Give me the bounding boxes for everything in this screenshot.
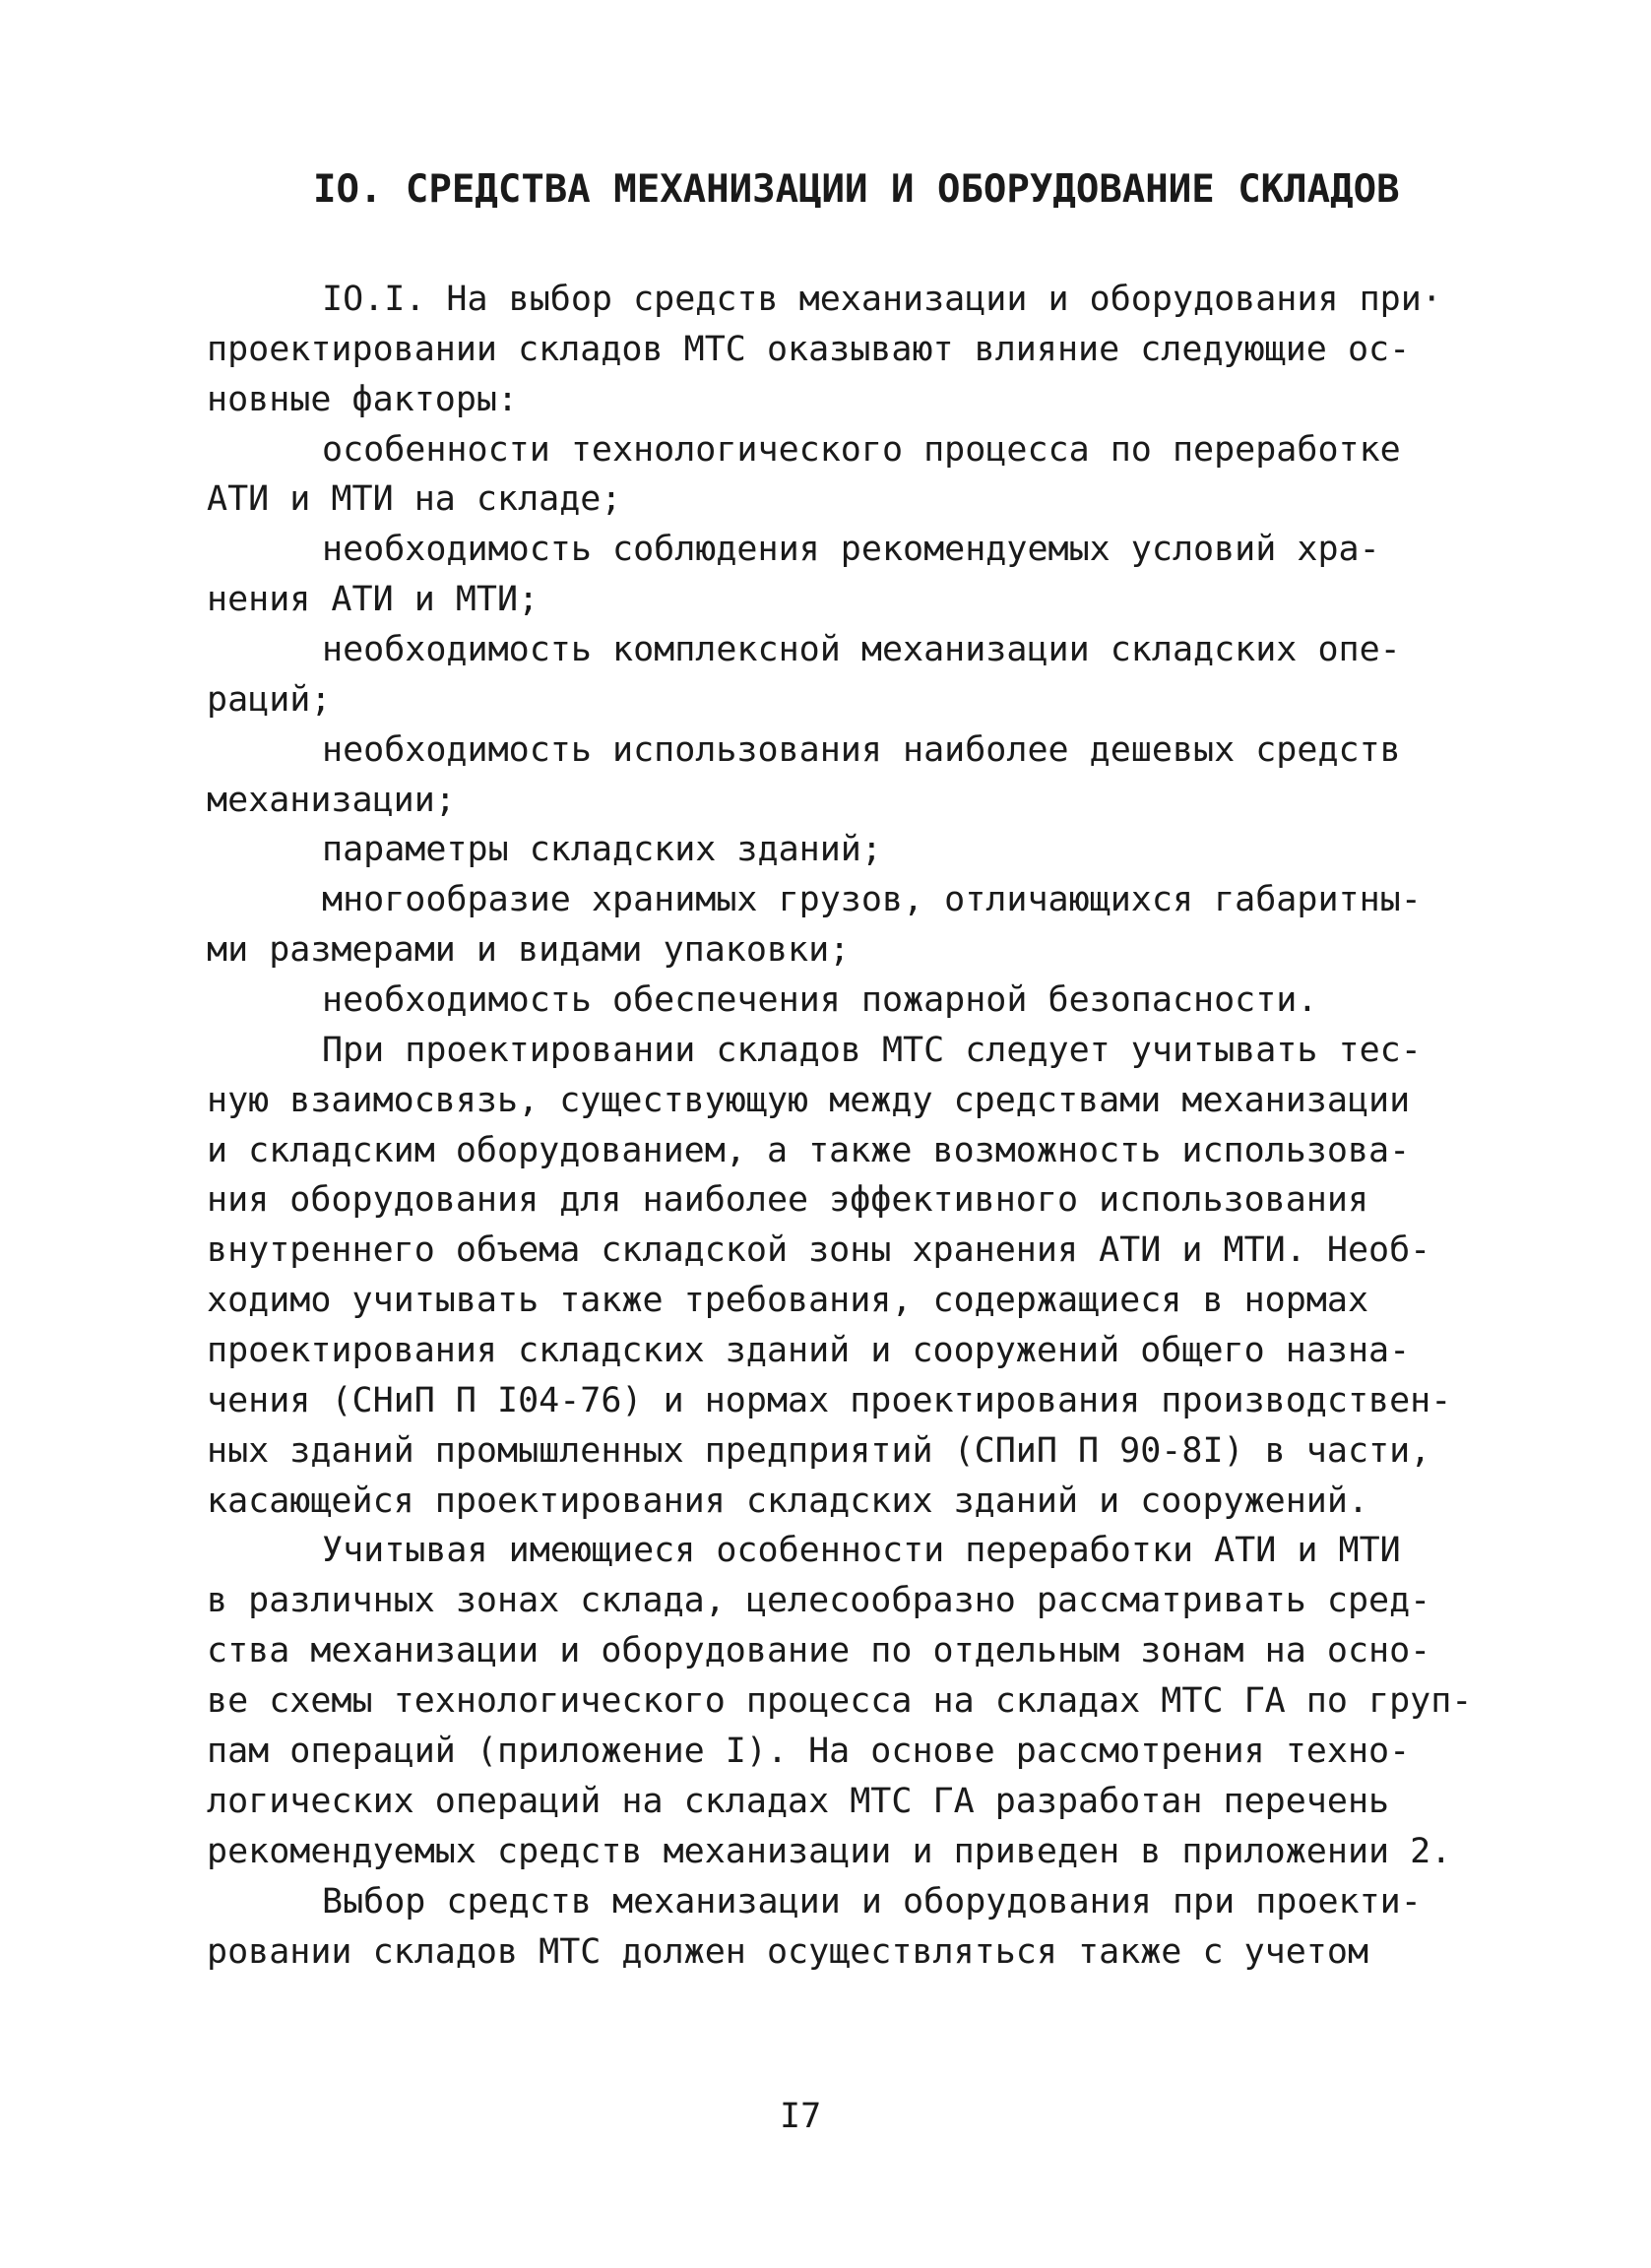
text-line: новные факторы: xyxy=(207,380,519,419)
text-line: АТИ и МТИ на складе; xyxy=(207,479,622,519)
text-line: в различных зонах склада, целесообразно рассматривать сред- xyxy=(207,1581,1431,1620)
text-line: проектировании складов МТС оказывают влияние следующие ос- xyxy=(207,330,1411,369)
text-line: ровании складов МТС должен осуществляться также с учетом xyxy=(207,1932,1369,1972)
text-line: ства механизации и оборудование по отдельным зонам на осно- xyxy=(207,1631,1431,1670)
text-line: необходимость использования наиболее дешевых средств xyxy=(322,730,1401,770)
text-line: ных зданий промышленных предприятий (СПиП П 90-8I) в части, xyxy=(207,1431,1431,1471)
text-line: пам операций (приложение I). На основе рассмотрения техно- xyxy=(207,1732,1411,1771)
text-line: особенности технологического процесса по переработке xyxy=(322,430,1401,470)
text-line: IO.I. На выбор средств механизации и оборудования при· xyxy=(322,280,1442,319)
text-line: При проектировании складов МТС следует учитывать тес- xyxy=(322,1031,1422,1070)
text-line: необходимость комплексной механизации складских опе- xyxy=(322,630,1401,669)
text-line: и складским оборудованием, а также возможность использова- xyxy=(207,1131,1411,1170)
text-line: ве схемы технологического процесса на складах МТС ГА по груп- xyxy=(207,1681,1473,1721)
page-number: I7 xyxy=(780,2097,822,2136)
text-line: касающейся проектирования складских зданий и сооружений. xyxy=(207,1481,1369,1521)
text-line: внутреннего объема складской зоны хранения АТИ и МТИ. Необ- xyxy=(207,1230,1431,1270)
text-line: параметры складских зданий; xyxy=(322,830,882,869)
text-line: раций; xyxy=(207,680,332,720)
text-line: чения (СНиП П I04-76) и нормах проектирования производствен- xyxy=(207,1381,1452,1420)
text-line: необходимость обеспечения пожарной безопасности. xyxy=(322,980,1318,1020)
text-line: Выбор средств механизации и оборудования при проекти- xyxy=(322,1882,1422,1922)
text-line: Учитывая имеющиеся особенности переработки АТИ и МТИ xyxy=(322,1531,1401,1570)
text-line: проектирования складских зданий и сооружений общего назна- xyxy=(207,1331,1411,1370)
text-line: ми размерами и видами упаковки; xyxy=(207,930,851,970)
text-line: ния оборудования для наиболее эффективного использования xyxy=(207,1180,1369,1220)
text-line: рекомендуемых средств механизации и приведен в приложении 2. xyxy=(207,1832,1452,1871)
text-line: ную взаимосвязь, существующую между средствами механизации xyxy=(207,1081,1411,1120)
text-line: необходимость соблюдения рекомендуемых условий хра- xyxy=(322,530,1380,569)
text-line: ходимо учитывать также требования, содержащиеся в нормах xyxy=(207,1281,1369,1320)
text-line: многообразие хранимых грузов, отличающихся габаритны- xyxy=(322,880,1422,919)
text-line: нения АТИ и МТИ; xyxy=(207,580,540,619)
section-title: IO. СРЕДСТВА МЕХАНИЗАЦИИ И ОБОРУДОВАНИЕ СКЛАДОВ xyxy=(313,167,1400,212)
text-line: механизации; xyxy=(207,781,456,820)
text-line: логических операций на складах МТС ГА разработан перечень xyxy=(207,1782,1390,1821)
